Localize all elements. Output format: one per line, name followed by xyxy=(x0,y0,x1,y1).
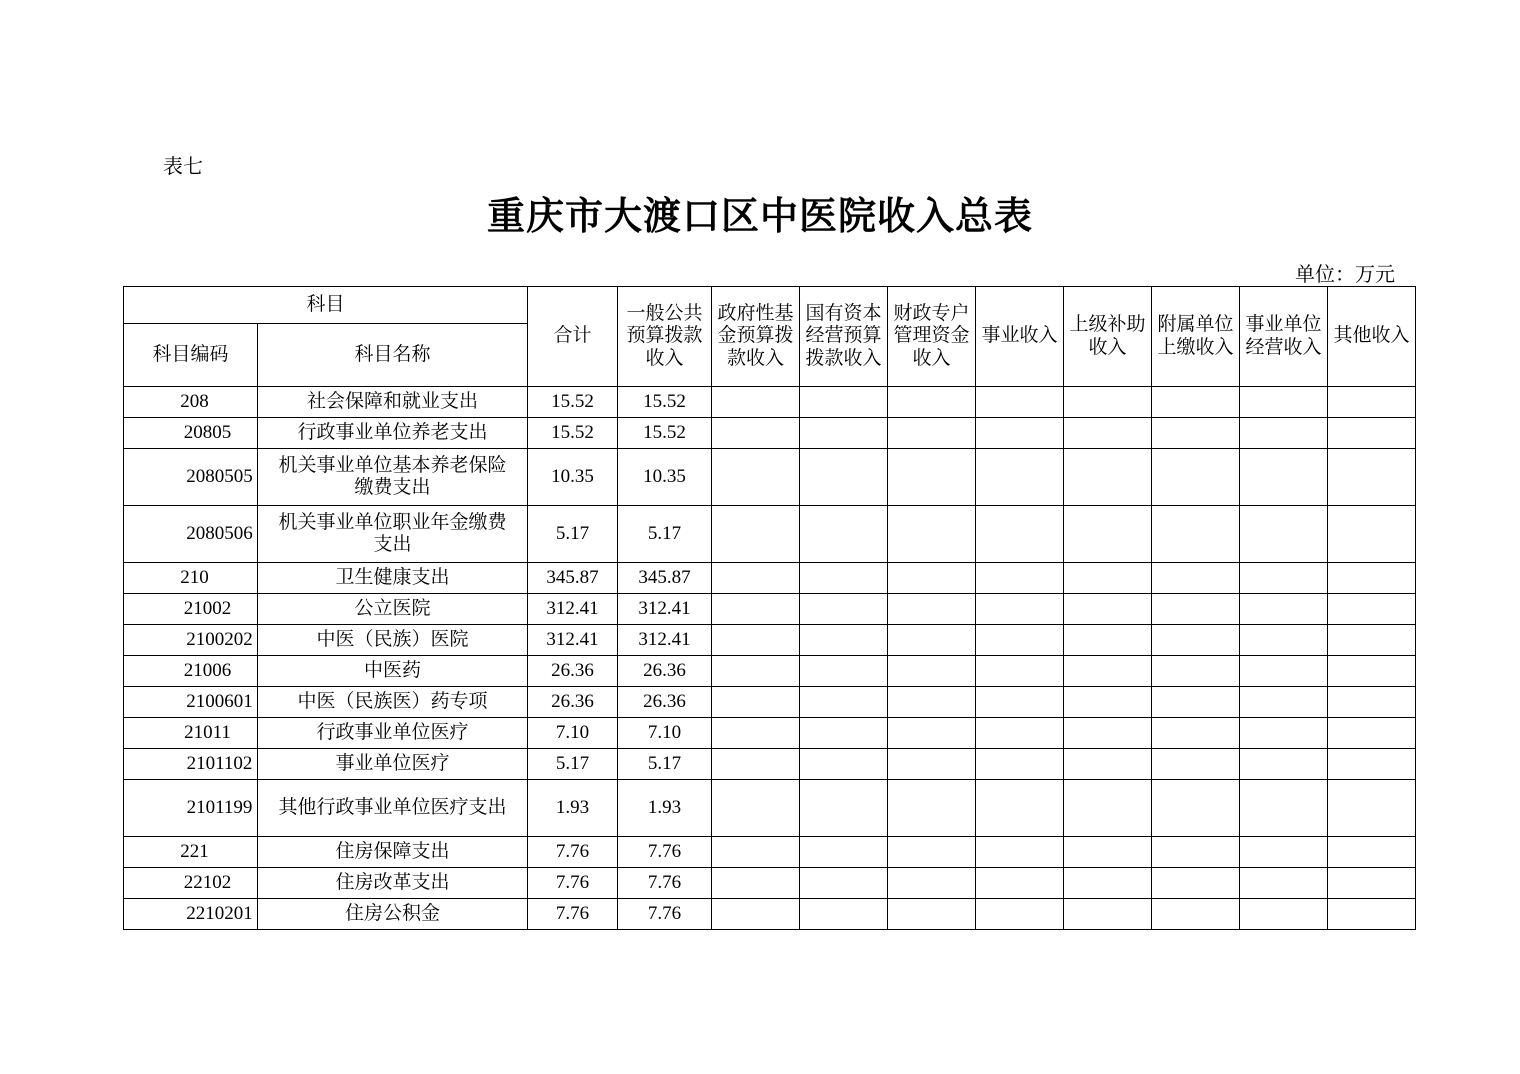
cell-business-income xyxy=(976,868,1064,899)
cell-other-income xyxy=(1328,899,1416,930)
cell-other-income xyxy=(1328,506,1416,563)
cell-business-income xyxy=(976,506,1064,563)
cell-subordinate-paid xyxy=(1152,718,1240,749)
cell-subject-name: 卫生健康支出 xyxy=(258,563,528,594)
cell-state-capital xyxy=(800,449,888,506)
cell-business-income xyxy=(976,563,1064,594)
cell-superior-subsidy xyxy=(1064,780,1152,837)
table-row xyxy=(124,899,1416,930)
cell-special-account xyxy=(888,899,976,930)
cell-other-income xyxy=(1328,418,1416,449)
table-row xyxy=(124,563,1416,594)
cell-subordinate-paid xyxy=(1152,687,1240,718)
cell-state-capital xyxy=(800,749,888,780)
income-summary-table xyxy=(123,286,1416,930)
cell-other-income xyxy=(1328,449,1416,506)
cell-business-operating xyxy=(1240,687,1328,718)
cell-business-operating xyxy=(1240,868,1328,899)
cell-total: 1.93 xyxy=(528,780,618,837)
cell-other-income xyxy=(1328,387,1416,418)
cell-business-income xyxy=(976,899,1064,930)
cell-general-budget: 10.35 xyxy=(618,449,712,506)
cell-subordinate-paid xyxy=(1152,625,1240,656)
cell-state-capital xyxy=(800,387,888,418)
cell-subject-code: 2080505 xyxy=(124,449,258,506)
cell-special-account xyxy=(888,656,976,687)
cell-general-budget: 7.76 xyxy=(618,837,712,868)
cell-other-income xyxy=(1328,594,1416,625)
cell-special-account xyxy=(888,687,976,718)
cell-state-capital xyxy=(800,687,888,718)
cell-subject-code: 22102 xyxy=(124,868,258,899)
cell-gov-fund xyxy=(712,868,800,899)
cell-special-account xyxy=(888,837,976,868)
cell-general-budget: 345.87 xyxy=(618,563,712,594)
sheet-label: 表七 xyxy=(163,156,203,178)
cell-business-operating xyxy=(1240,749,1328,780)
cell-subject-name: 事业单位医疗 xyxy=(258,749,528,780)
cell-business-income xyxy=(976,837,1064,868)
cell-special-account xyxy=(888,718,976,749)
cell-gov-fund xyxy=(712,625,800,656)
cell-subject-code: 208 xyxy=(124,387,258,418)
cell-superior-subsidy xyxy=(1064,749,1152,780)
cell-subject-code: 21002 xyxy=(124,594,258,625)
cell-business-operating xyxy=(1240,837,1328,868)
cell-subordinate-paid xyxy=(1152,594,1240,625)
cell-subject-name: 行政事业单位医疗 xyxy=(258,718,528,749)
header-gov-fund: 政府性基金预算拨款收入 xyxy=(712,287,800,387)
table-row xyxy=(124,506,1416,563)
cell-total: 5.17 xyxy=(528,506,618,563)
cell-subject-name: 中医（民族）医院 xyxy=(258,625,528,656)
cell-total: 345.87 xyxy=(528,563,618,594)
header-general-budget: 一般公共预算拨款收入 xyxy=(618,287,712,387)
cell-gov-fund xyxy=(712,837,800,868)
table-row xyxy=(124,837,1416,868)
table-row xyxy=(124,594,1416,625)
cell-subject-name: 住房保障支出 xyxy=(258,837,528,868)
cell-business-income xyxy=(976,625,1064,656)
cell-business-income xyxy=(976,687,1064,718)
cell-subordinate-paid xyxy=(1152,506,1240,563)
cell-superior-subsidy xyxy=(1064,506,1152,563)
cell-business-income xyxy=(976,656,1064,687)
cell-business-income xyxy=(976,418,1064,449)
cell-state-capital xyxy=(800,563,888,594)
cell-general-budget: 312.41 xyxy=(618,594,712,625)
cell-business-operating xyxy=(1240,418,1328,449)
cell-superior-subsidy xyxy=(1064,656,1152,687)
cell-state-capital xyxy=(800,718,888,749)
cell-business-income xyxy=(976,387,1064,418)
cell-subject-code: 2101199 xyxy=(124,780,258,837)
cell-subject-code: 21011 xyxy=(124,718,258,749)
table-row xyxy=(124,656,1416,687)
cell-subject-name: 其他行政事业单位医疗支出 xyxy=(258,780,528,837)
table-row xyxy=(124,749,1416,780)
header-business-income: 事业收入 xyxy=(976,287,1064,387)
header-subject-code: 科目编码 xyxy=(124,324,258,387)
cell-state-capital xyxy=(800,625,888,656)
header-business-operating: 事业单位经营收入 xyxy=(1240,287,1328,387)
cell-total: 312.41 xyxy=(528,625,618,656)
cell-total: 15.52 xyxy=(528,387,618,418)
header-superior-subsidy: 上级补助收入 xyxy=(1064,287,1152,387)
cell-subject-name: 中医药 xyxy=(258,656,528,687)
cell-total: 26.36 xyxy=(528,656,618,687)
cell-total: 5.17 xyxy=(528,749,618,780)
header-subordinate-paid: 附属单位上缴收入 xyxy=(1152,287,1240,387)
cell-subject-name: 社会保障和就业支出 xyxy=(258,387,528,418)
cell-superior-subsidy xyxy=(1064,837,1152,868)
cell-subject-name: 机关事业单位基本养老保险缴费支出 xyxy=(258,449,528,506)
cell-gov-fund xyxy=(712,656,800,687)
cell-other-income xyxy=(1328,780,1416,837)
cell-business-income xyxy=(976,594,1064,625)
cell-other-income xyxy=(1328,687,1416,718)
cell-subject-code: 2100202 xyxy=(124,625,258,656)
cell-total: 10.35 xyxy=(528,449,618,506)
cell-business-operating xyxy=(1240,563,1328,594)
header-subject-name: 科目名称 xyxy=(258,324,528,387)
cell-state-capital xyxy=(800,594,888,625)
cell-superior-subsidy xyxy=(1064,868,1152,899)
cell-special-account xyxy=(888,387,976,418)
cell-subject-name: 住房公积金 xyxy=(258,899,528,930)
cell-gov-fund xyxy=(712,449,800,506)
table-row xyxy=(124,868,1416,899)
cell-special-account xyxy=(888,780,976,837)
cell-subject-name: 住房改革支出 xyxy=(258,868,528,899)
cell-other-income xyxy=(1328,656,1416,687)
cell-total: 7.76 xyxy=(528,837,618,868)
cell-other-income xyxy=(1328,563,1416,594)
cell-superior-subsidy xyxy=(1064,563,1152,594)
cell-business-operating xyxy=(1240,506,1328,563)
cell-subject-name: 行政事业单位养老支出 xyxy=(258,418,528,449)
cell-subject-code: 221 xyxy=(124,837,258,868)
cell-gov-fund xyxy=(712,718,800,749)
cell-business-operating xyxy=(1240,594,1328,625)
cell-gov-fund xyxy=(712,563,800,594)
cell-superior-subsidy xyxy=(1064,687,1152,718)
cell-other-income xyxy=(1328,868,1416,899)
cell-subordinate-paid xyxy=(1152,418,1240,449)
cell-state-capital xyxy=(800,868,888,899)
table-row xyxy=(124,387,1416,418)
cell-superior-subsidy xyxy=(1064,625,1152,656)
cell-business-income xyxy=(976,749,1064,780)
cell-state-capital xyxy=(800,506,888,563)
table-row xyxy=(124,418,1416,449)
cell-business-operating xyxy=(1240,780,1328,837)
cell-gov-fund xyxy=(712,418,800,449)
cell-state-capital xyxy=(800,780,888,837)
unit-note: 单位：万元 xyxy=(1295,264,1395,286)
table-header-row-1 xyxy=(124,287,1416,324)
cell-total: 7.76 xyxy=(528,868,618,899)
header-state-capital: 国有资本经营预算拨款收入 xyxy=(800,287,888,387)
cell-superior-subsidy xyxy=(1064,594,1152,625)
cell-special-account xyxy=(888,506,976,563)
cell-gov-fund xyxy=(712,387,800,418)
cell-total: 26.36 xyxy=(528,687,618,718)
cell-general-budget: 7.76 xyxy=(618,899,712,930)
cell-general-budget: 15.52 xyxy=(618,418,712,449)
cell-other-income xyxy=(1328,718,1416,749)
cell-other-income xyxy=(1328,749,1416,780)
cell-subordinate-paid xyxy=(1152,749,1240,780)
cell-general-budget: 1.93 xyxy=(618,780,712,837)
cell-gov-fund xyxy=(712,594,800,625)
cell-business-operating xyxy=(1240,387,1328,418)
cell-special-account xyxy=(888,625,976,656)
cell-special-account xyxy=(888,749,976,780)
cell-general-budget: 312.41 xyxy=(618,625,712,656)
table-row xyxy=(124,449,1416,506)
cell-special-account xyxy=(888,563,976,594)
cell-state-capital xyxy=(800,899,888,930)
cell-general-budget: 15.52 xyxy=(618,387,712,418)
table-row xyxy=(124,625,1416,656)
cell-subject-code: 2101102 xyxy=(124,749,258,780)
table-body xyxy=(124,387,1416,930)
cell-special-account xyxy=(888,594,976,625)
cell-subordinate-paid xyxy=(1152,449,1240,506)
header-total: 合计 xyxy=(528,287,618,387)
cell-other-income xyxy=(1328,837,1416,868)
cell-business-operating xyxy=(1240,718,1328,749)
cell-subject-name: 机关事业单位职业年金缴费支出 xyxy=(258,506,528,563)
cell-business-operating xyxy=(1240,656,1328,687)
cell-total: 7.76 xyxy=(528,899,618,930)
cell-general-budget: 26.36 xyxy=(618,656,712,687)
cell-state-capital xyxy=(800,418,888,449)
table-row xyxy=(124,687,1416,718)
cell-business-operating xyxy=(1240,449,1328,506)
cell-general-budget: 5.17 xyxy=(618,506,712,563)
table-row xyxy=(124,718,1416,749)
cell-general-budget: 7.10 xyxy=(618,718,712,749)
cell-special-account xyxy=(888,868,976,899)
header-subject-group: 科目 xyxy=(124,287,528,324)
cell-business-operating xyxy=(1240,625,1328,656)
cell-special-account xyxy=(888,449,976,506)
cell-gov-fund xyxy=(712,687,800,718)
table-row xyxy=(124,780,1416,837)
cell-superior-subsidy xyxy=(1064,899,1152,930)
cell-subject-code: 2100601 xyxy=(124,687,258,718)
cell-state-capital xyxy=(800,656,888,687)
cell-subject-code: 2210201 xyxy=(124,899,258,930)
cell-total: 312.41 xyxy=(528,594,618,625)
cell-subject-code: 2080506 xyxy=(124,506,258,563)
header-other-income: 其他收入 xyxy=(1328,287,1416,387)
cell-general-budget: 5.17 xyxy=(618,749,712,780)
cell-superior-subsidy xyxy=(1064,718,1152,749)
cell-general-budget: 26.36 xyxy=(618,687,712,718)
cell-superior-subsidy xyxy=(1064,387,1152,418)
cell-business-income xyxy=(976,718,1064,749)
cell-gov-fund xyxy=(712,749,800,780)
cell-subject-code: 20805 xyxy=(124,418,258,449)
cell-total: 15.52 xyxy=(528,418,618,449)
cell-subordinate-paid xyxy=(1152,780,1240,837)
cell-special-account xyxy=(888,418,976,449)
cell-subordinate-paid xyxy=(1152,899,1240,930)
cell-subordinate-paid xyxy=(1152,837,1240,868)
cell-superior-subsidy xyxy=(1064,449,1152,506)
page-title: 重庆市大渡口区中医院收入总表 xyxy=(486,196,1033,238)
header-special-account: 财政专户管理资金收入 xyxy=(888,287,976,387)
cell-subordinate-paid xyxy=(1152,656,1240,687)
cell-subordinate-paid xyxy=(1152,563,1240,594)
cell-business-income xyxy=(976,449,1064,506)
cell-subordinate-paid xyxy=(1152,868,1240,899)
cell-business-income xyxy=(976,780,1064,837)
cell-subordinate-paid xyxy=(1152,387,1240,418)
cell-other-income xyxy=(1328,625,1416,656)
cell-gov-fund xyxy=(712,506,800,563)
cell-gov-fund xyxy=(712,899,800,930)
cell-subject-code: 210 xyxy=(124,563,258,594)
cell-gov-fund xyxy=(712,780,800,837)
cell-total: 7.10 xyxy=(528,718,618,749)
cell-subject-name: 公立医院 xyxy=(258,594,528,625)
cell-business-operating xyxy=(1240,899,1328,930)
cell-general-budget: 7.76 xyxy=(618,868,712,899)
cell-superior-subsidy xyxy=(1064,418,1152,449)
cell-subject-name: 中医（民族医）药专项 xyxy=(258,687,528,718)
cell-subject-code: 21006 xyxy=(124,656,258,687)
cell-state-capital xyxy=(800,837,888,868)
